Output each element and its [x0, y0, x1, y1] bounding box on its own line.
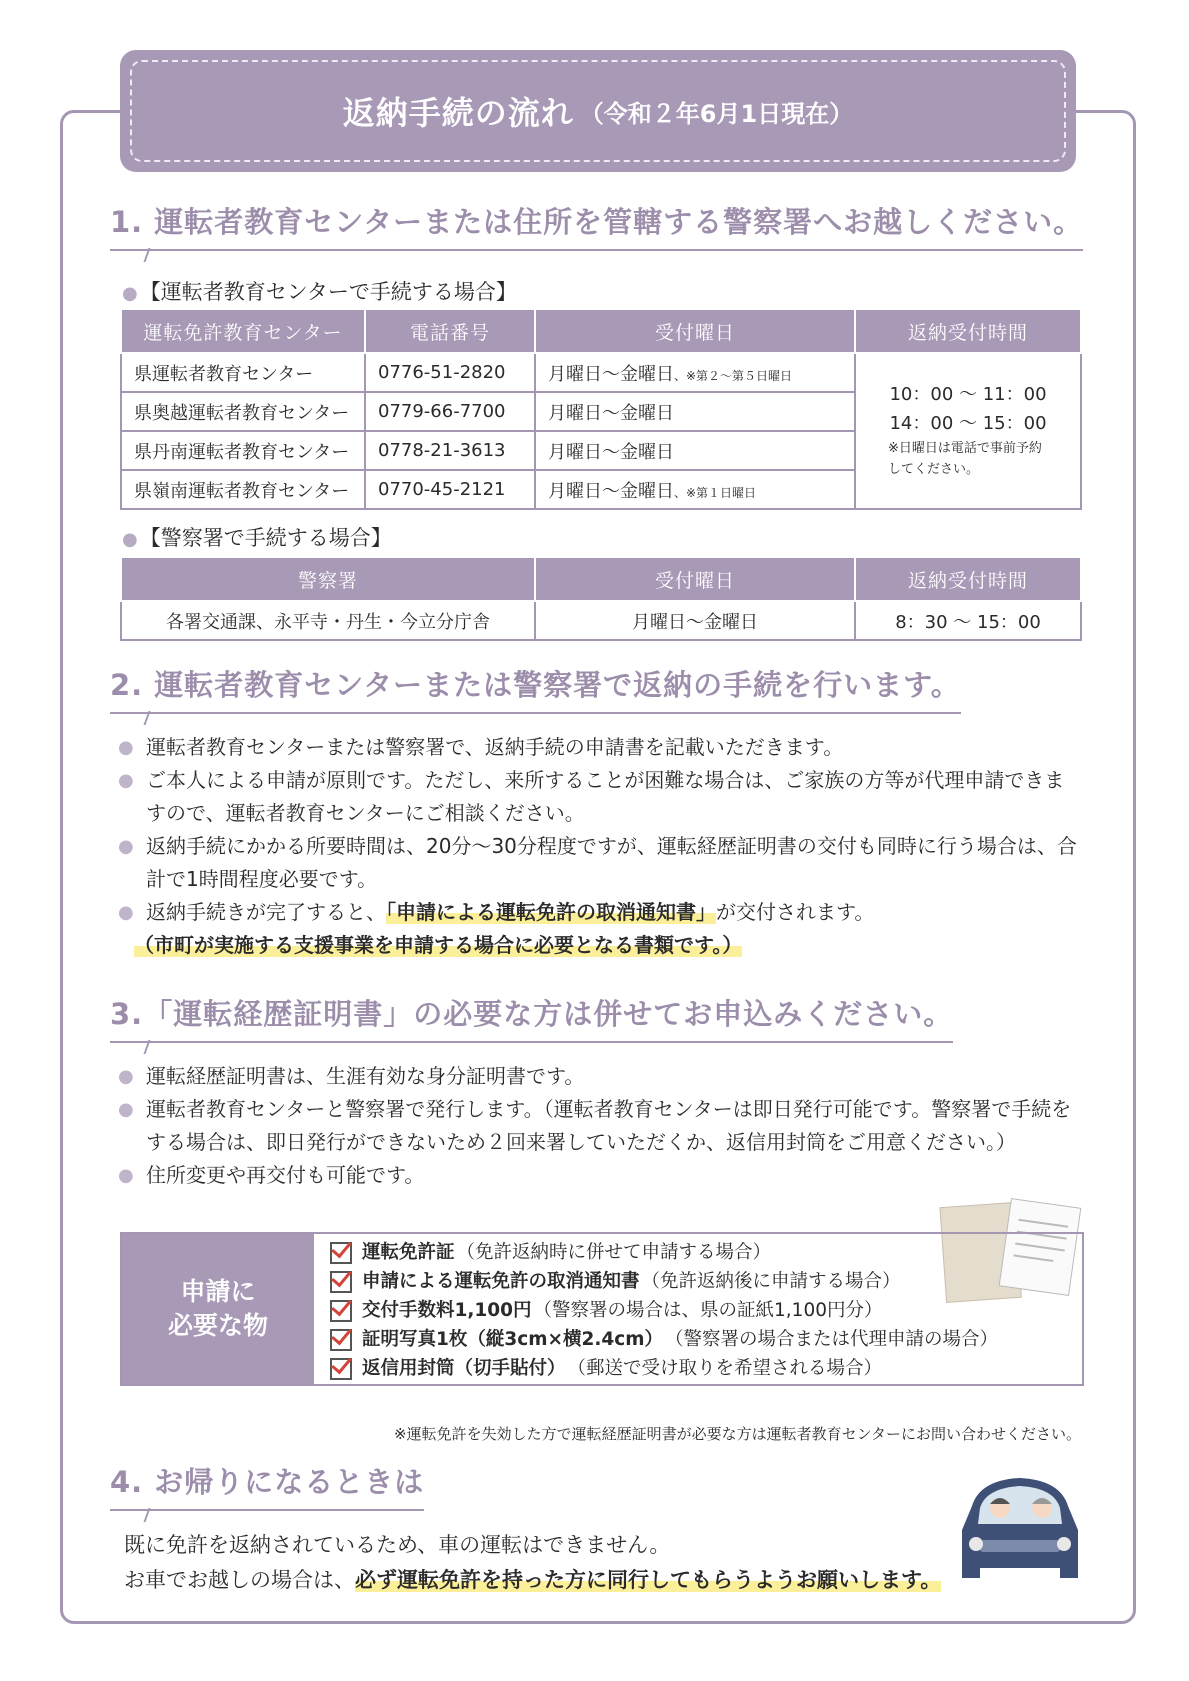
required-item: 交付手数料1,100円 （警察署の場合は、県の証紙1,100円分） [330, 1296, 998, 1325]
col-header: 電話番号 [365, 309, 535, 353]
checkbox-checked-icon [330, 1300, 352, 1322]
required-items-label: 申請に 必要な物 [122, 1234, 314, 1384]
col-header: 返納受付時間 [855, 557, 1081, 601]
closing-line-1: 既に免許を返納されているため、車の運転はできません。 [124, 1533, 671, 1557]
reception-days: 月曜日～金曜日 [535, 392, 855, 431]
highlight-note: （市町が実施する支援事業を申請する場合に必要となる書類です。） [134, 933, 743, 957]
table-row [121, 353, 1081, 392]
col-header: 受付曜日 [535, 557, 855, 601]
return-hours [855, 353, 1081, 509]
highlight-text: 「申請による運転免許の取消通知書」 [386, 900, 716, 924]
required-item: 申請による運転免許の取消通知書 （免許返納後に申請する場合） [330, 1267, 998, 1296]
hours-morning: 10：00 ～ 11：00 [889, 384, 1047, 406]
center-name: 県丹南運転者教育センター [121, 431, 365, 470]
section1-heading: 1. 運転者教育センターまたは住所を管轄する警察署へお越しください。 [110, 200, 1083, 251]
reception-days: 月曜日～金曜日、※第１日曜日 [535, 470, 855, 509]
required-items-list [314, 1234, 998, 1384]
col-header: 警察署 [121, 557, 535, 601]
list-item: ● 住所変更や再交付も可能です。 [118, 1159, 1078, 1192]
bullet-icon: ● [122, 529, 138, 550]
police-table [120, 556, 1082, 641]
center-table [120, 308, 1082, 510]
section4-heading: 4. お帰りになるときは [110, 1460, 424, 1511]
col-header: 返納受付時間 [855, 309, 1081, 353]
required-item: 証明写真1枚（縦3cm×横2.4cm） （警察署の場合または代理申請の場合） [330, 1325, 998, 1354]
list-item: ● 返納手続きが完了すると、「申請による運転免許の取消通知書」が交付されます。 （市町が実施する支援事業を申請する場合に必要となる書類です。） [118, 896, 1078, 962]
section3-heading: 3.「運転経歴証明書」の必要な方は併せてお申込みください。 [110, 992, 953, 1043]
center-subheading: ●【運転者教育センターで手続する場合】 [122, 280, 517, 304]
reception-days: 月曜日～金曜日 [535, 431, 855, 470]
list-item: ● ご本人による申請が原則です。ただし、来所することが困難な場合は、ご家族の方等が代理申請できますので、運転者教育センターにご相談ください。 [118, 764, 1078, 830]
phone-number: 0776-51-2820 [365, 353, 535, 392]
hours-note: ※日曜日は電話で事前予約 してください。 [888, 441, 1042, 477]
center-name: 県嶺南運転者教育センター [121, 470, 365, 509]
closing-line-2: お車でお越しの場合は、必ず運転免許を持った方に同行してもらうようお願いします。 [124, 1568, 942, 1592]
highlight-text: 必ず運転免許を持った方に同行してもらうようお願いします。 [355, 1568, 942, 1592]
footnote: ※運転免許を失効した方で運転経歴証明書が必要な方は運転者教育センターにお問い合わせください。 [394, 1425, 1081, 1443]
checkbox-checked-icon [330, 1242, 352, 1264]
return-hours: 8：30 ～ 15：00 [855, 601, 1081, 640]
phone-number: 0778-21-3613 [365, 431, 535, 470]
title-banner [120, 50, 1076, 172]
bullet-icon: ● [122, 283, 138, 304]
col-header: 受付曜日 [535, 309, 855, 353]
section2-bullets [118, 731, 1078, 962]
required-items-box [120, 1232, 1084, 1386]
page-subtitle: （令和２年6月1日現在） [579, 99, 854, 128]
center-name: 県奥越運転者教育センター [121, 392, 365, 431]
required-item: 運転免許証 （免許返納時に併せて申請する場合） [330, 1238, 998, 1267]
list-item: ● 返納手続にかかる所要時間は、20分～30分程度ですが、運転経歴証明書の交付も同時に行う場合は、合計で1時間程度必要です。 [118, 830, 1078, 896]
closing-text [124, 1528, 941, 1598]
col-header: 運転免許教育センター [121, 309, 365, 353]
list-item: ● 運転経歴証明書は、生涯有効な身分証明書です。 [118, 1060, 1078, 1093]
page-title: 返納手続の流れ [342, 94, 574, 132]
car-illustration [950, 1470, 1090, 1592]
police-name: 各署交通課、永平寺・丹生・今立分庁舎 [121, 601, 535, 640]
list-item: ● 運転者教育センターまたは警察署で、返納手続の申請書を記載いただきます。 [118, 731, 1078, 764]
required-item: 返信用封筒（切手貼付） （郵送で受け取りを希望される場合） [330, 1354, 998, 1383]
section3-bullets [118, 1060, 1078, 1192]
center-name: 県運転者教育センター [121, 353, 365, 392]
phone-number: 0779-66-7700 [365, 392, 535, 431]
reception-days: 月曜日～金曜日 [535, 601, 855, 640]
list-item: ● 運転者教育センターと警察署で発行します。（運転者教育センターは即日発行可能です。警察署で手続をする場合は、即日発行ができないため２回来署していただくか、返信用封筒をご用意ください。） [118, 1093, 1078, 1159]
section2-heading: 2. 運転者教育センターまたは警察署で返納の手続を行います。 [110, 663, 961, 714]
reception-days: 月曜日～金曜日、※第２～第５日曜日 [535, 353, 855, 392]
phone-number: 0770-45-2121 [365, 470, 535, 509]
police-subheading: ●【警察署で手続する場合】 [122, 526, 392, 550]
checkbox-checked-icon [330, 1271, 352, 1293]
hours-afternoon: 14：00 ～ 15：00 [889, 413, 1047, 435]
table-row [121, 601, 1081, 640]
checkbox-checked-icon [330, 1329, 352, 1351]
checkbox-checked-icon [330, 1358, 352, 1380]
